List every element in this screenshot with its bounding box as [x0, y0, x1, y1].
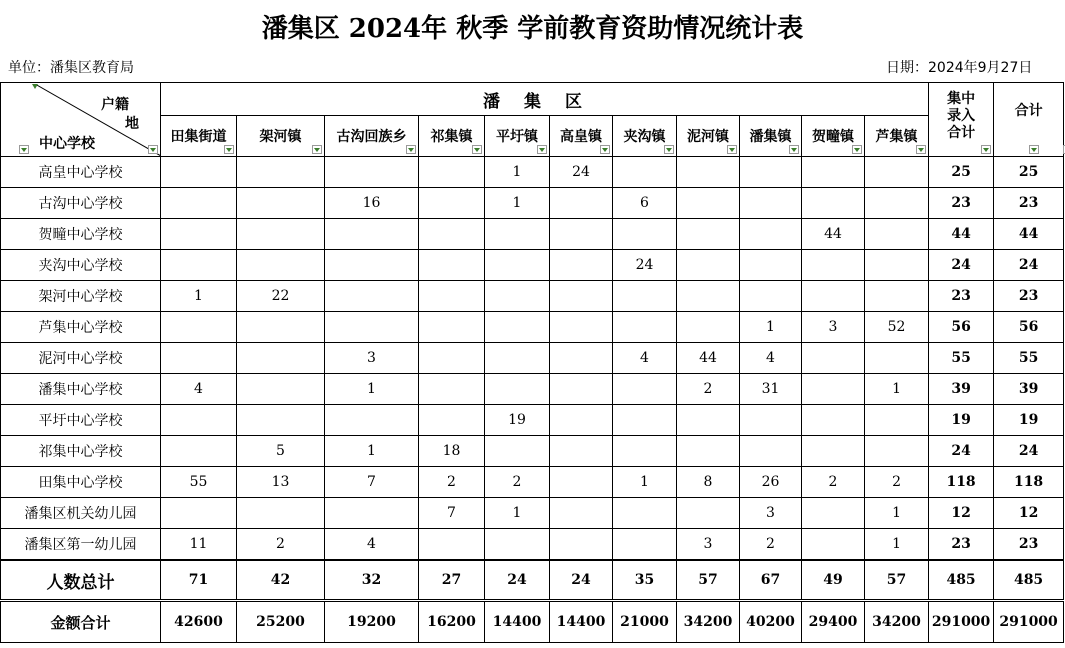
count-cell — [613, 281, 677, 312]
money-total-cell: 14400 — [550, 601, 613, 643]
table-row — [1, 405, 1064, 436]
grand-total-cell: 44 — [994, 219, 1064, 250]
school-name-cell: 芦集中心学校 — [1, 312, 161, 343]
count-cell: 44 — [677, 343, 740, 374]
filter-dropdown-icon[interactable] — [916, 145, 926, 154]
people-total-collect: 485 — [929, 560, 994, 601]
school-name-cell: 泥河中心学校 — [1, 343, 161, 374]
town-header-cell — [740, 116, 802, 157]
money-total-cell: 34200 — [865, 601, 929, 643]
grand-total-cell: 23 — [994, 188, 1064, 219]
grand-total-cell: 12 — [994, 498, 1064, 529]
count-cell: 2 — [802, 467, 865, 498]
page-title: 潘集区 2024年 秋季 学前教育资助情况统计表 — [261, 14, 804, 44]
money-total-cell: 29400 — [802, 601, 865, 643]
count-cell: 18 — [419, 436, 485, 467]
school-name-cell: 平圩中心学校 — [1, 405, 161, 436]
count-cell — [237, 343, 325, 374]
count-cell — [237, 498, 325, 529]
school-name-cell: 夹沟中心学校 — [1, 250, 161, 281]
table-row — [1, 157, 1064, 188]
count-cell — [550, 374, 613, 405]
town-header-label: 架河镇 — [259, 129, 302, 145]
filter-dropdown-icon[interactable] — [148, 145, 158, 154]
count-cell — [325, 281, 419, 312]
count-cell — [802, 343, 865, 374]
unit-label: 单位：潘集区教育局 — [8, 60, 134, 76]
count-cell — [740, 157, 802, 188]
count-cell: 44 — [802, 219, 865, 250]
count-cell — [419, 529, 485, 561]
town-header-cell — [237, 116, 325, 157]
count-cell — [161, 219, 237, 250]
filter-dropdown-icon[interactable] — [852, 145, 862, 154]
count-cell — [419, 405, 485, 436]
count-cell: 2 — [419, 467, 485, 498]
money-total-cell: 14400 — [485, 601, 550, 643]
count-cell — [485, 312, 550, 343]
school-name-cell: 祁集中心学校 — [1, 436, 161, 467]
count-cell: 16 — [325, 188, 419, 219]
grand-total-cell: 56 — [994, 312, 1064, 343]
filter-dropdown-icon[interactable] — [406, 145, 416, 154]
count-cell — [325, 498, 419, 529]
collect-total-cell: 25 — [929, 157, 994, 188]
money-total-cell: 16200 — [419, 601, 485, 643]
count-cell — [161, 405, 237, 436]
count-cell: 2 — [237, 529, 325, 561]
count-cell — [237, 250, 325, 281]
count-cell — [740, 436, 802, 467]
people-total-grand: 485 — [994, 560, 1064, 601]
count-cell — [613, 312, 677, 343]
money-total-cell: 34200 — [677, 601, 740, 643]
table-row — [1, 374, 1064, 405]
count-cell — [325, 157, 419, 188]
count-cell — [865, 343, 929, 374]
count-cell — [740, 219, 802, 250]
count-cell — [740, 405, 802, 436]
school-name-cell: 田集中心学校 — [1, 467, 161, 498]
count-cell — [802, 374, 865, 405]
school-name-cell: 贺疃中心学校 — [1, 219, 161, 250]
count-cell — [802, 188, 865, 219]
count-cell: 26 — [740, 467, 802, 498]
count-cell: 1 — [613, 467, 677, 498]
town-header-label: 潘集镇 — [749, 129, 792, 145]
count-cell — [161, 188, 237, 219]
count-cell: 1 — [740, 312, 802, 343]
people-total-cell: 71 — [161, 560, 237, 601]
count-cell — [485, 219, 550, 250]
count-cell — [613, 498, 677, 529]
people-total-cell: 49 — [802, 560, 865, 601]
count-cell: 3 — [740, 498, 802, 529]
town-header-cell — [865, 116, 929, 157]
money-total-cell: 21000 — [613, 601, 677, 643]
money-total-label: 金额合计 — [1, 601, 161, 643]
count-cell — [419, 312, 485, 343]
count-cell: 1 — [865, 374, 929, 405]
table-row — [1, 219, 1064, 250]
money-total-cell: 25200 — [237, 601, 325, 643]
collect-total-cell: 19 — [929, 405, 994, 436]
count-cell: 6 — [613, 188, 677, 219]
collect-total-cell: 23 — [929, 188, 994, 219]
statistics-table — [0, 82, 1064, 643]
count-cell — [161, 250, 237, 281]
count-cell: 8 — [677, 467, 740, 498]
table-row — [1, 343, 1064, 374]
town-header-label: 祁集镇 — [430, 129, 473, 145]
grand-total-cell: 55 — [994, 343, 1064, 374]
filter-dropdown-icon[interactable] — [224, 145, 234, 154]
count-cell: 1 — [865, 529, 929, 561]
count-cell — [550, 405, 613, 436]
count-cell — [613, 374, 677, 405]
school-name-cell: 潘集区机关幼儿园 — [1, 498, 161, 529]
school-name-cell: 古沟中心学校 — [1, 188, 161, 219]
count-cell: 5 — [237, 436, 325, 467]
collect-total-cell: 44 — [929, 219, 994, 250]
count-cell — [613, 529, 677, 561]
school-name-cell: 架河中心学校 — [1, 281, 161, 312]
collect-total-cell: 12 — [929, 498, 994, 529]
count-cell — [613, 405, 677, 436]
count-cell — [802, 529, 865, 561]
count-cell: 4 — [740, 343, 802, 374]
grand-total-cell: 118 — [994, 467, 1064, 498]
count-cell — [237, 157, 325, 188]
count-cell: 52 — [865, 312, 929, 343]
count-cell: 7 — [419, 498, 485, 529]
count-cell — [419, 281, 485, 312]
filter-dropdown-icon[interactable] — [664, 145, 674, 154]
corner-header-mid: 地 — [125, 115, 139, 132]
collect-total-cell: 23 — [929, 529, 994, 561]
count-cell — [237, 188, 325, 219]
count-cell — [740, 188, 802, 219]
count-cell — [865, 219, 929, 250]
table-row — [1, 498, 1064, 529]
grand-total-header: 合计 — [994, 83, 1064, 157]
school-name-cell: 潘集区第一幼儿园 — [1, 529, 161, 561]
money-total-cell: 19200 — [325, 601, 419, 643]
district-group-header: 潘集区 — [161, 83, 929, 116]
count-cell — [161, 436, 237, 467]
collect-total-cell: 39 — [929, 374, 994, 405]
count-cell — [550, 219, 613, 250]
grand-total-cell: 24 — [994, 250, 1064, 281]
count-cell: 22 — [237, 281, 325, 312]
count-cell — [161, 498, 237, 529]
count-cell: 13 — [237, 467, 325, 498]
count-cell — [865, 188, 929, 219]
money-total-cell: 42600 — [161, 601, 237, 643]
filter-dropdown-icon[interactable] — [312, 145, 322, 154]
people-total-label: 人数总计 — [1, 560, 161, 601]
filter-dropdown-icon[interactable] — [1029, 145, 1039, 154]
filter-dropdown-icon[interactable] — [981, 145, 991, 154]
count-cell — [485, 374, 550, 405]
count-cell — [740, 281, 802, 312]
count-cell: 1 — [485, 498, 550, 529]
collect-total-header: 集中 录入 合计 — [929, 83, 994, 157]
count-cell — [325, 312, 419, 343]
count-cell — [550, 188, 613, 219]
people-total-cell: 42 — [237, 560, 325, 601]
count-cell — [419, 157, 485, 188]
count-cell — [740, 250, 802, 281]
people-total-cell: 24 — [550, 560, 613, 601]
count-cell: 2 — [740, 529, 802, 561]
school-name-cell: 高皇中心学校 — [1, 157, 161, 188]
count-cell — [419, 343, 485, 374]
town-header-label: 夹沟镇 — [623, 129, 666, 145]
filter-dropdown-icon[interactable] — [600, 145, 610, 154]
count-cell — [161, 312, 237, 343]
count-cell: 3 — [802, 312, 865, 343]
count-cell — [550, 467, 613, 498]
people-total-cell: 35 — [613, 560, 677, 601]
collect-total-cell: 118 — [929, 467, 994, 498]
collect-total-cell: 24 — [929, 436, 994, 467]
corner-header-cell — [1, 83, 161, 157]
town-header-label: 田集街道 — [170, 129, 227, 145]
town-header-label: 高皇镇 — [560, 129, 602, 145]
count-cell: 2 — [677, 374, 740, 405]
people-total-cell: 57 — [677, 560, 740, 601]
count-cell: 19 — [485, 405, 550, 436]
count-cell — [550, 498, 613, 529]
count-cell — [677, 312, 740, 343]
count-cell: 4 — [161, 374, 237, 405]
table-row — [1, 529, 1064, 561]
table-row — [1, 281, 1064, 312]
people-total-cell: 24 — [485, 560, 550, 601]
count-cell — [802, 281, 865, 312]
count-cell — [485, 436, 550, 467]
town-header-cell — [550, 116, 613, 157]
table-row — [1, 188, 1064, 219]
town-header-cell — [325, 116, 419, 157]
school-name-cell: 潘集中心学校 — [1, 374, 161, 405]
people-total-cell: 67 — [740, 560, 802, 601]
collect-total-cell: 23 — [929, 281, 994, 312]
filter-dropdown-icon[interactable] — [789, 145, 799, 154]
corner-header-top: 户籍 — [101, 96, 129, 113]
count-cell — [237, 219, 325, 250]
count-cell — [419, 188, 485, 219]
town-header-cell — [419, 116, 485, 157]
count-cell: 7 — [325, 467, 419, 498]
table-row — [1, 250, 1064, 281]
count-cell — [550, 529, 613, 561]
count-cell — [485, 529, 550, 561]
town-header-label: 贺疃镇 — [812, 129, 854, 145]
count-cell — [677, 436, 740, 467]
town-header-label: 古沟回族乡 — [336, 129, 407, 145]
count-cell — [237, 405, 325, 436]
grand-total-cell: 24 — [994, 436, 1064, 467]
count-cell: 4 — [613, 343, 677, 374]
town-header-cell — [802, 116, 865, 157]
grand-total-cell: 23 — [994, 529, 1064, 561]
grand-total-cell: 23 — [994, 281, 1064, 312]
count-cell — [237, 312, 325, 343]
count-cell: 1 — [865, 498, 929, 529]
count-cell: 3 — [325, 343, 419, 374]
table-row — [1, 467, 1064, 498]
count-cell — [802, 436, 865, 467]
grand-total-cell: 39 — [994, 374, 1064, 405]
town-header-cell — [485, 116, 550, 157]
count-cell: 2 — [485, 467, 550, 498]
count-cell: 55 — [161, 467, 237, 498]
filter-dropdown-icon[interactable] — [537, 145, 547, 154]
count-cell: 1 — [325, 436, 419, 467]
count-cell — [802, 498, 865, 529]
collect-total-cell: 56 — [929, 312, 994, 343]
count-cell — [802, 157, 865, 188]
people-total-cell: 32 — [325, 560, 419, 601]
count-cell — [613, 436, 677, 467]
count-cell: 31 — [740, 374, 802, 405]
count-cell — [419, 250, 485, 281]
filter-dropdown-icon[interactable] — [727, 145, 737, 154]
count-cell — [485, 281, 550, 312]
count-cell — [161, 343, 237, 374]
count-cell — [550, 281, 613, 312]
town-header-label: 芦集镇 — [875, 129, 918, 145]
count-cell — [865, 250, 929, 281]
grand-total-cell: 25 — [994, 157, 1064, 188]
count-cell — [325, 219, 419, 250]
count-cell — [550, 343, 613, 374]
count-cell — [802, 405, 865, 436]
count-cell — [677, 188, 740, 219]
money-total-grand: 291000 — [994, 601, 1064, 643]
count-cell: 1 — [161, 281, 237, 312]
money-total-cell: 40200 — [740, 601, 802, 643]
count-cell — [677, 498, 740, 529]
table-row — [1, 436, 1064, 467]
count-cell — [550, 436, 613, 467]
money-total-row — [1, 601, 1064, 643]
count-cell — [677, 157, 740, 188]
money-total-collect: 291000 — [929, 601, 994, 643]
count-cell — [161, 157, 237, 188]
count-cell — [485, 250, 550, 281]
date-label: 日期：2024年9月27日 — [886, 60, 1033, 76]
count-cell: 3 — [677, 529, 740, 561]
filter-dropdown-icon[interactable] — [19, 145, 29, 154]
count-cell — [677, 281, 740, 312]
town-header-cell — [677, 116, 740, 157]
count-cell — [325, 250, 419, 281]
count-cell — [550, 250, 613, 281]
table-row — [1, 312, 1064, 343]
corner-header-bottom: 中心学校 — [39, 135, 95, 152]
count-cell — [865, 405, 929, 436]
count-cell: 11 — [161, 529, 237, 561]
grand-total-cell: 19 — [994, 405, 1064, 436]
count-cell — [419, 219, 485, 250]
count-cell — [613, 157, 677, 188]
count-cell — [865, 281, 929, 312]
count-cell: 1 — [485, 188, 550, 219]
count-cell: 4 — [325, 529, 419, 561]
people-total-cell: 27 — [419, 560, 485, 601]
count-cell: 1 — [325, 374, 419, 405]
count-cell — [865, 157, 929, 188]
collect-total-cell: 55 — [929, 343, 994, 374]
town-header-cell — [161, 116, 237, 157]
count-cell: 24 — [550, 157, 613, 188]
town-header-label: 平圩镇 — [496, 129, 538, 145]
count-cell: 2 — [865, 467, 929, 498]
filter-dropdown-icon[interactable] — [472, 145, 482, 154]
town-header-label: 泥河镇 — [687, 129, 729, 145]
count-cell — [677, 250, 740, 281]
count-cell: 24 — [613, 250, 677, 281]
count-cell — [550, 312, 613, 343]
people-total-cell: 57 — [865, 560, 929, 601]
count-cell — [865, 436, 929, 467]
people-total-row — [1, 560, 1064, 601]
count-cell — [677, 405, 740, 436]
count-cell — [677, 219, 740, 250]
count-cell: 1 — [485, 157, 550, 188]
count-cell — [237, 374, 325, 405]
count-cell — [325, 405, 419, 436]
collect-total-cell: 24 — [929, 250, 994, 281]
count-cell — [613, 219, 677, 250]
count-cell — [802, 250, 865, 281]
count-cell — [419, 374, 485, 405]
town-header-cell — [613, 116, 677, 157]
count-cell — [485, 343, 550, 374]
